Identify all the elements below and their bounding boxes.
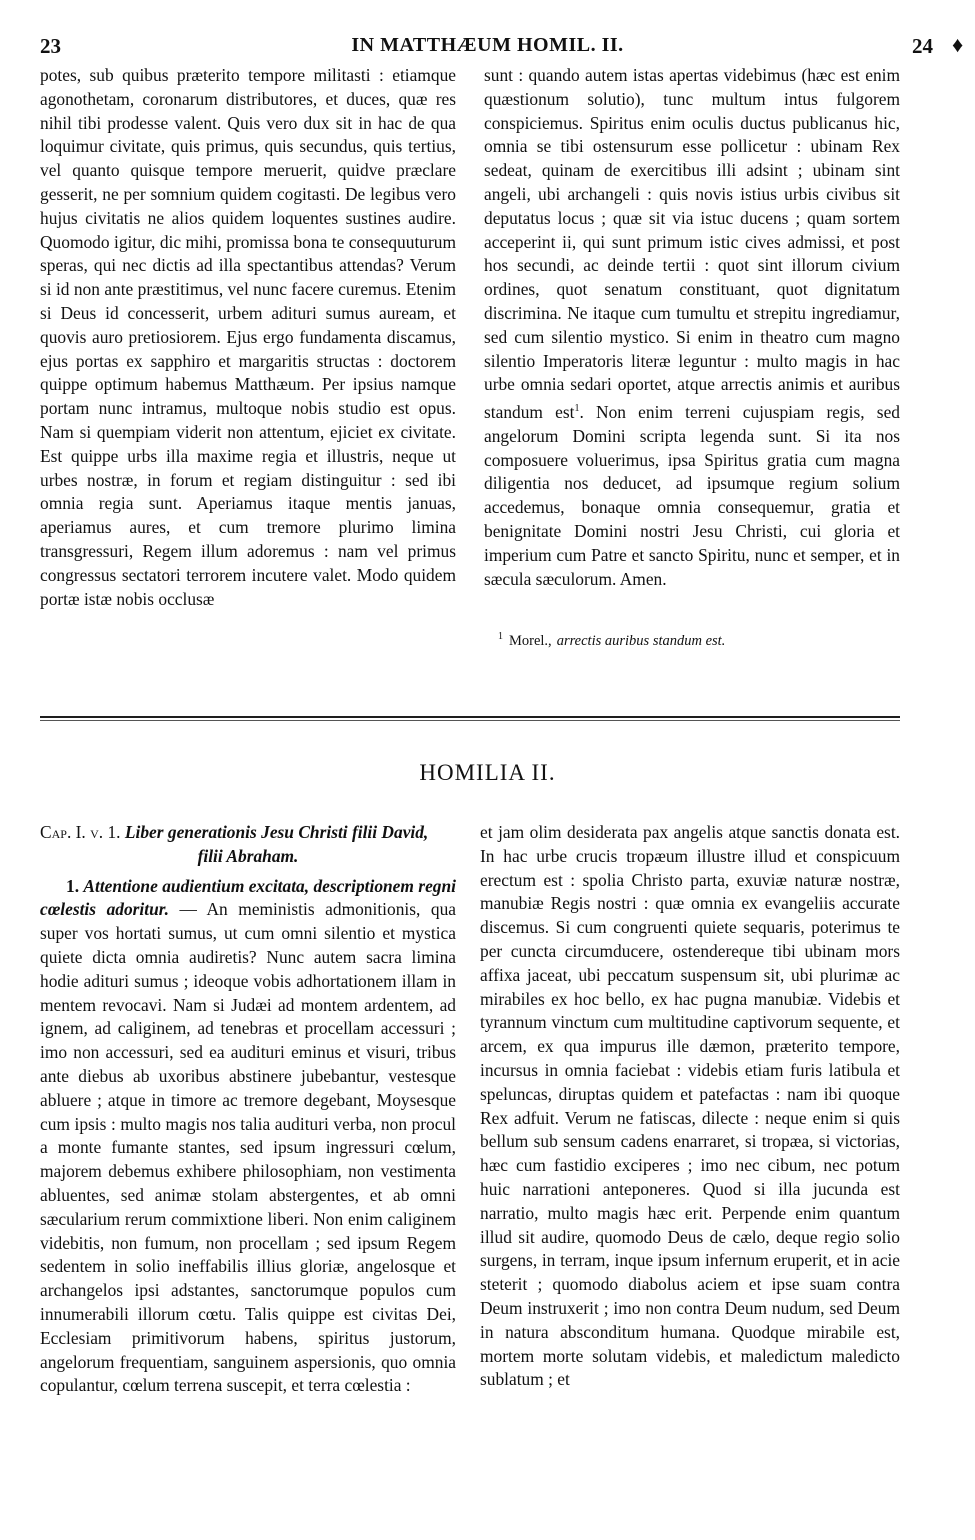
footnote — [498, 631, 898, 650]
footnote-reference: 1 — [574, 403, 580, 415]
footnote-source: Morel., — [509, 632, 552, 649]
section-number: 1. — [66, 875, 80, 896]
section-one-text — [40, 875, 456, 1399]
section-summary: Attentione audientium excitata, descriptionem regni cœlestis adoritur. — [40, 875, 456, 920]
bottom-left-column — [40, 821, 456, 1398]
top-left-column — [40, 64, 456, 611]
top-right-text-end: . Non enim terreni cujuspiam regis, sed angelorum Domini scripta legenda sunt. Si ita nos composuere voluerimus, ipsa Spiritus gratia cum magna diligentia nos deducet, ad ipsumque regium solium accedemus, bonaque omnia consequemur, gratia et benignitate Domini nostri Jesu Christi, cui gloria et imperium cum Patre et sancto Spiritu, nunc et semper, et in sæcula sæculorum. Amen. — [484, 401, 900, 589]
top-right-text — [484, 64, 900, 591]
bottom-right-column — [480, 821, 900, 1392]
top-right-column — [484, 64, 900, 591]
running-title: IN MATTHÆUM HOMIL. II. — [351, 34, 624, 56]
running-header — [0, 28, 975, 62]
chapter-title-continued: filii Abraham. — [197, 845, 299, 866]
page-number-right: 24 — [912, 34, 933, 58]
marginal-mark: ♦ — [952, 32, 964, 57]
bottom-right-text: et jam olim desiderata pax angelis atque sanctis donata est. In hac urbe crucis tropæum illustre illud et conspicuum erectum est : spolia Christo parta, exuviæ naturæ nostræ, manubiæ Regis nostri : quæ omnia ex evangeliis accurate discemus. Si cum congruenti quiete sequaris, poterimus te per cuncta circumducere, ostendereque tibi ubinam mors affixa jaceat, ubi peccatum suspensum sit, ubi plurimæ ac mirabiles ex hoc bello, ex hac pugna manubiæ. Videbis et tyrannum vinctum cum multitudine captivorum sequente, et arcem, ex qua impurus ille dæmon, præterito tempore, incursus in omnia faciebat : videbis etiam furis latibula et speluncas, diruptas quidem et patefactas : nam ibi quoque Rex adfuit. Verum ne fatiscas, dilecte : neque enim si quis bellum sub sensum cadens enarraret, si tropæa, si victorias, hæc cum fastidio exciperes ; imo nec cibum, nec potum huic narrationi anteponeres. Quod si illa jucunda est narratio, multo magis hæc erit. Perpende enim quantum illud sit audire, quomodo Deus de cælo, deque regio solio surgens, in terram, inque ipsum infernum eruperit, et in acie steterit ; quomodo diabolus aciem et ipse suam contra Deum instruxerit ; imo non contra Deum nudum, sed Deum in natura absconditum humana. Quodque mirabile est, mortem morte solutam videbis, et maledictum maledicto sublatum ; et — [480, 822, 900, 1390]
homily-title: HOMILIA II. — [419, 760, 556, 785]
section-divider — [40, 716, 900, 718]
chapter-heading — [40, 821, 456, 845]
section-divider-thin — [40, 720, 900, 721]
bottom-left-body: — An meministis admonitionis, qua super vos hortati sumus, ut cum omni silentio et mystica quiete dicta omnia audiretis? Nunc autem sacra limina hodie adituri sumus ; ideoque vobis adhortationem illam in mentem revocavi. Nam si Judæi ad montem ardentem, ad ignem, ad caliginem, ad tenebras et procellam accessuri ; imo non accessuri, sed ea audituri eminus et visuri, tribus ante diebus ab uxoribus abstinere jubebantur, vestesque abluere ; atque in timore ac tremore degebant, Moysesque cum ipsis : multo magis nos talia audituri verba, non procul a monte fumante stantes, sed ipsum ingressuri cœlum, majorem debemus exhibere philosophiam, non vestimenta abluentes, sed animæ stolam abstergentes, et ab omni sæcularium rerum commixtione liberi. Non enim caliginem videbitis, non fumum, non procellam ; sed ipsum Regem sedentem in solio ineffabilis illius gloriæ, angelosque et archangelos ipsi adstantes, sanctorumque populos cum innumerabili illorum cœtu. Talis quippe est civitas Dei, Ecclesiam primitivorum habens, spiritus justorum, angelorum frequentiam, sanguinem aspersionis, quo omnia copulantur, cœlum terrena suscepit, et terra cœlestia : — [40, 899, 456, 1396]
top-left-text: potes, sub quibus præterito tempore militasti : etiamque agonothetam, coronarum distributores, et duces, quæ res nihil tibi prodesse valent. Quis vero dux sit in hac de qua loquimur civitate, quis primus, quis secundus, quis tertius, vel quanto quisque tempore meruerit, quidve præclare gesserit, ne per somnium quidem cogitasti. De legibus vero hujus civitatis ne alios quidem loquentes sustines audire. Quomodo igitur, dic mihi, promissa bona te consequuturum speras, qui nec dictis ad illa spectantibus attendas? Verum si id non ante præstitimus, vel nunc facere curemus. Etenim si Deus id concesserit, urbem adituri sumus auream, et quovis auro pretiosiorem. Ejus ergo fundamenta discamus, ejus portas ex sapphiro et margaritis structas : doctorem quippe optimum habemus Matthæum. Per ipsius namque portam nunc intramus, multoque nobis studio est opus. Nam si quempiam viderit non attentum, ejiciet ex civitate. Est quippe urbs illa maxime regia et illustris, neque ut urbes nostræ, in forum et regiam distinguitur : sed ibi omnia regia sunt. Aperiamus itaque mentis januas, aperiamus aures, et cum tremore plurimo limina transgressuri, Regem illum adoremus : nam vel primus congressus sectatori terrorem incutere valet. Modo quidem portæ istæ nobis occlusæ — [40, 65, 456, 609]
page-number-left: 23 — [40, 34, 61, 58]
footnote-text: arrectis auribus standum est. — [556, 632, 726, 649]
footnote-mark: 1 — [498, 631, 503, 642]
chapter-title: Liber generationis Jesu Christi filii David, — [124, 822, 429, 842]
chapter-reference: Cap. I. v. 1. — [40, 822, 121, 842]
top-right-text-main: sunt : quando autem istas apertas videbimus (hæc est enim quæstionum solutio), tunc multum intus fulgorem conspiciemus. Spiritus enim oculis ductus publicanus hic, omnia se tibi ostensurum esse pollicetur : ubinam Rex sedeat, quinam de exercitibus illi adsint ; ubinam sint angeli, ubi archangeli : quis novis istius urbis civibus sit deputatus locus ; quæ sit via istuc ducens ; quam sortem acceperint ii, qui sunt primum istic cives admissi, et post hos secundi, ac deinde tertii : quot sint illorum civium ordines, quot senatum constituant, quot dignitatum discrimina. Ne itaque cum tumultu et strepitu ingrediamur, sed cum silentio mystico. Si enim in theatro cum magno silentio Imperatoris literæ leguntur : multo magis in hac urbe omnia sedari oportet, atque arrectis animis et auribus standum est — [484, 65, 900, 422]
